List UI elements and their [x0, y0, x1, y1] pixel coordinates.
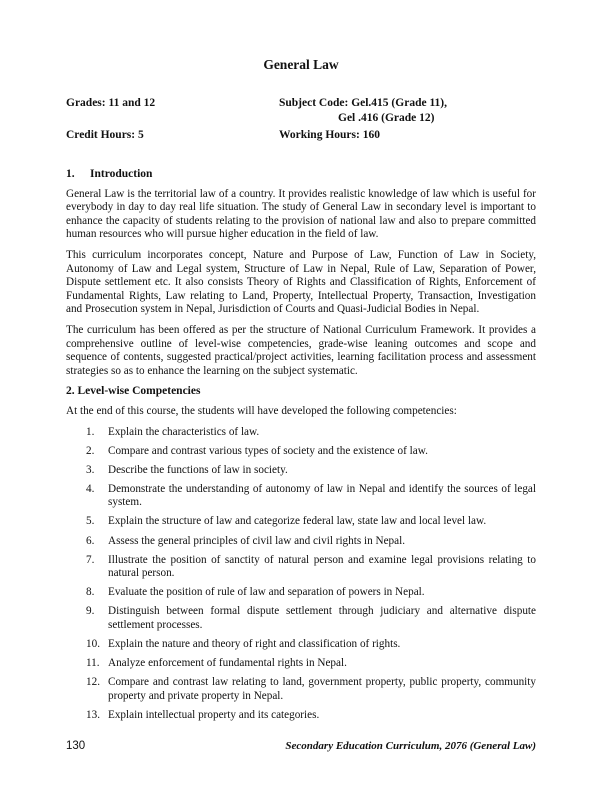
list-item	[66, 657, 536, 671]
item-text: Assess the general principles of civil law and civil rights in Nepal.	[108, 534, 406, 547]
item-text: Analyze enforcement of fundamental rights in Nepal.	[108, 657, 347, 670]
list-item	[66, 638, 536, 652]
item-text: Illustrate the position of sanctity of natural person and examine legal provisions relating to natural person.	[108, 553, 536, 580]
item-text: Distinguish between formal dispute settlement through judiciary and alternative dispute settlement processes.	[108, 605, 536, 632]
item-text: Explain intellectual property and its categories.	[108, 709, 320, 721]
intro-paragraph: This curriculum incorporates concept, Nature and Purpose of Law, Function of Law in Society, Autonomy of Law and Legal system, Structure of Law in Nepal, Rule of Law, Separation of Power, Dispute settlement etc. It also consists Theory of Rights and Classification of Rights, Enforcement of Fundamental Rights, Law relating to Land, Property, Intellectual Property, Transaction, Investigation and Prosecution system in Nepal, Jurisdiction of Courts and Quasi-Judicial Bodies in Nepal.	[66, 248, 536, 316]
grades-label: Grades: 11 and 12	[66, 97, 156, 109]
section-number: 1.	[66, 168, 75, 180]
list-item	[66, 535, 536, 549]
intro-paragraph: General Law is the territorial law of a country. It provides realistic knowledge of law which is useful for everybody in day to day real life situation. The study of General Law in secondary level is important to enhance the capacity of students relating to the provision of national law and also to prepare committed human resources who will pursue higher education in the field of law.	[66, 187, 536, 241]
section-heading-competencies: 2. Level-wise Competencies	[66, 385, 201, 398]
working-hours-label: Working Hours: 160	[279, 129, 380, 141]
item-number: 1.	[86, 425, 95, 438]
hours-row	[66, 129, 380, 141]
competencies-lead: At the end of this course, the students will have developed the following competencies:	[66, 404, 457, 417]
list-item	[66, 445, 536, 459]
list-item	[66, 586, 536, 600]
item-text: Demonstrate the understanding of autonomy of law in Nepal and identify the sources of legal system.	[108, 482, 536, 509]
subject-code-label-2: Gel .416 (Grade 12)	[338, 112, 435, 124]
item-number: 6.	[86, 534, 95, 547]
list-item	[66, 676, 536, 703]
item-number: 8.	[86, 586, 95, 599]
item-number: 5.	[86, 515, 95, 528]
grades-row	[66, 97, 448, 109]
intro-paragraph: The curriculum has been offered as per the structure of National Curriculum Framework. It provides a comprehensive outline of level-wise competencies, grade-wise leaning outcomes and scope and sequence of contents, suggested practical/project activities, learning facilitation process and assessment strategies so as to enhance the learning on the subject systematic.	[66, 323, 536, 377]
credit-hours-label: Credit Hours: 5	[66, 129, 144, 141]
item-number: 3.	[86, 463, 95, 476]
list-item	[66, 483, 536, 510]
item-number: 7.	[86, 553, 95, 566]
item-number: 2.	[86, 444, 95, 457]
list-item	[66, 515, 536, 529]
item-number: 11.	[86, 657, 100, 670]
item-text: Explain the structure of law and categorize federal law, state law and local level law.	[108, 515, 487, 528]
item-text: Explain the characteristics of law.	[108, 425, 260, 438]
page-number: 130	[66, 740, 86, 752]
list-item	[66, 554, 536, 581]
section-heading-introduction	[66, 168, 536, 182]
section-title: Introduction	[90, 168, 153, 180]
item-number: 9.	[86, 605, 95, 618]
main-content	[66, 168, 536, 728]
item-text: Evaluate the position of rule of law and separation of powers in Nepal.	[108, 586, 425, 599]
footer-source: Secondary Education Curriculum, 2076 (General Law)	[285, 740, 536, 752]
page-title: General Law	[263, 57, 339, 72]
subject-code-label: Subject Code: Gel.415 (Grade 11),	[279, 97, 448, 109]
list-item	[66, 605, 536, 632]
item-text: Compare and contrast law relating to land, government property, public property, community property and private property in Nepal.	[108, 676, 536, 702]
item-number: 4.	[86, 482, 95, 495]
list-item	[66, 426, 536, 440]
item-text: Describe the functions of law in society.	[108, 463, 288, 476]
competency-list	[66, 426, 536, 723]
list-item	[66, 709, 536, 723]
item-text: Compare and contrast various types of society and the existence of law.	[108, 444, 428, 457]
item-number: 13.	[86, 709, 100, 721]
item-number: 10.	[86, 638, 100, 651]
item-text: Explain the nature and theory of right and classification of rights.	[108, 638, 401, 651]
item-number: 12.	[86, 676, 100, 689]
list-item	[66, 464, 536, 478]
